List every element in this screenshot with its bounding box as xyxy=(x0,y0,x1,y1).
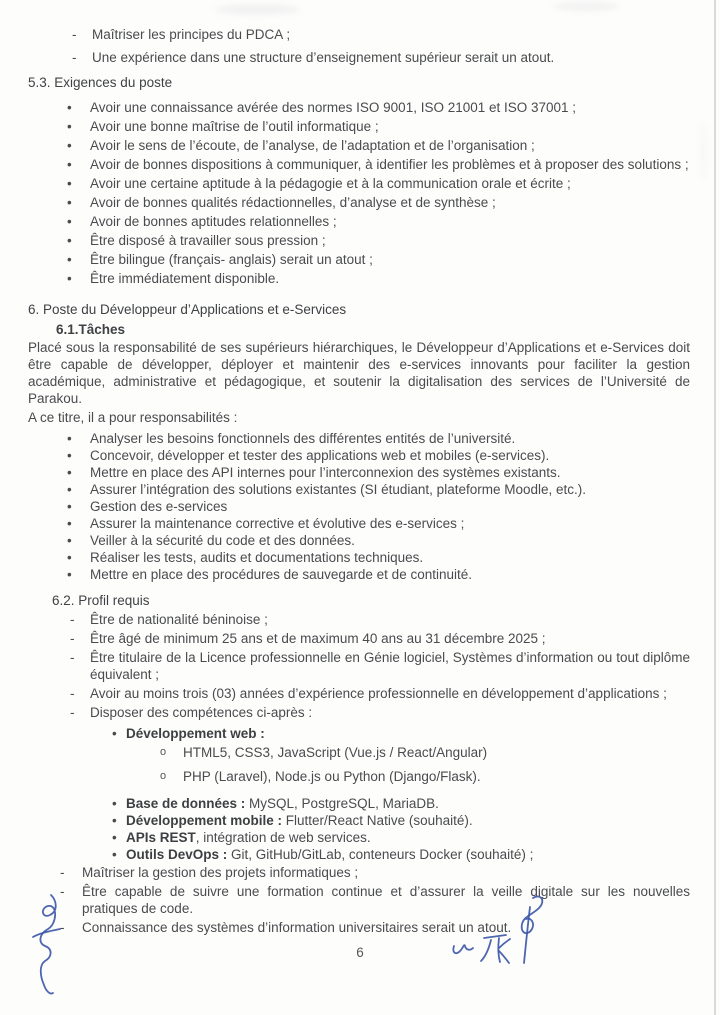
dash-marker: - xyxy=(70,631,75,646)
list-item xyxy=(67,532,690,549)
list-item xyxy=(67,549,690,566)
list-item xyxy=(67,498,690,515)
list-item-text: Avoir le sens de l’écoute, de l’analyse, de l’adaptation et de l’organisation ; xyxy=(90,138,535,153)
bullet-marker: • xyxy=(67,195,72,210)
section-61-lead-in: A ce titre, il a pour responsabilités : xyxy=(28,410,238,425)
list-item-text: Une expérience dans une structure d’enseignement supérieur serait un atout. xyxy=(92,50,555,65)
list-item-text: Concevoir, développer et tester des applications web et mobiles (e-services). xyxy=(90,448,550,463)
list-item xyxy=(60,883,690,917)
list-item xyxy=(70,630,690,647)
section-62-title: 6.2. Profil requis xyxy=(52,593,150,608)
list-item-text: Être âgé de minimum 25 ans et de maximum 40 ans au 31 décembre 2025 ; xyxy=(90,631,546,646)
list-item xyxy=(67,464,690,481)
list-item-text: Connaissance des systèmes d’information universitaires serait un atout. xyxy=(82,920,512,935)
scan-smudge xyxy=(553,2,619,11)
list-item-text: Avoir une connaissance avérée des normes ISO 9001, ISO 21001 et ISO 37001 ; xyxy=(90,100,577,115)
list-item-text: Avoir de bonnes aptitudes relationnelles ; xyxy=(90,214,337,229)
list-item-text xyxy=(126,812,690,829)
section-61-task-list xyxy=(0,426,720,583)
bullet-marker: • xyxy=(67,533,72,548)
dash-marker: - xyxy=(60,865,65,880)
list-item xyxy=(160,744,690,761)
dash-marker: - xyxy=(72,50,77,65)
bullet-marker: • xyxy=(67,252,72,267)
bullet-marker: • xyxy=(67,516,72,531)
list-item-text: Être de nationalité béninoise ; xyxy=(90,612,268,627)
circle-marker: o xyxy=(160,770,167,782)
section-62-dash-list xyxy=(0,610,720,721)
competence-value: Git, GitHub/GitLab, conteneurs Docker (souhaité) ; xyxy=(227,847,534,862)
bullet-marker: • xyxy=(67,138,72,153)
competence-list xyxy=(0,785,720,863)
list-item-text: Veiller à la sécurité du code et des données. xyxy=(90,533,355,548)
list-item-text: Assurer l’intégration des solutions existantes (SI étudiant, plateforme Moodle, etc.). xyxy=(90,482,586,497)
dash-marker: - xyxy=(60,884,65,899)
competence-label: APIs REST xyxy=(126,830,196,845)
list-item-text: Être titulaire de la Licence professionnelle en Génie logiciel, Systèmes d’information ou tout diplôme équivalent ; xyxy=(90,650,690,682)
bullet-marker: • xyxy=(67,465,72,480)
list-item-text: Avoir une certaine aptitude à la pédagogie et à la communication orale et écrite ; xyxy=(90,176,571,191)
list-item xyxy=(70,685,690,702)
section-61-title: 6.1.Tâches xyxy=(56,322,126,337)
competence-value: , intégration de web services. xyxy=(195,830,371,845)
list-item xyxy=(160,768,690,785)
list-item xyxy=(112,829,690,846)
list-item xyxy=(67,118,690,135)
bullet-marker: • xyxy=(67,119,72,134)
handwritten-signature-right xyxy=(498,891,552,971)
list-item-text: Avoir de bonnes qualités rédactionnelles, d’analyse et de synthèse ; xyxy=(90,195,496,210)
list-item-text: Analyser les besoins fonctionnels des différentes entités de l’université. xyxy=(90,431,516,446)
dash-marker: - xyxy=(60,920,65,935)
list-item xyxy=(67,430,690,447)
web-sub-list xyxy=(0,742,720,785)
scan-smudge xyxy=(215,4,300,15)
list-item xyxy=(112,846,690,863)
list-item-text: Mettre en place des API internes pour l’interconnexion des systèmes existants. xyxy=(90,465,561,480)
bullet-marker: • xyxy=(112,726,117,741)
bullet-marker: • xyxy=(67,448,72,463)
list-item xyxy=(67,481,690,498)
list-item xyxy=(67,566,690,583)
bullet-marker: • xyxy=(67,233,72,248)
list-item-text: Avoir au moins trois (03) années d’expérience professionnelle en développement d’applications ; xyxy=(90,686,667,701)
list-item xyxy=(70,704,690,721)
list-item-text: Réaliser les tests, audits et documentations techniques. xyxy=(90,550,424,565)
dash-marker: - xyxy=(70,650,75,665)
scan-page-edge xyxy=(714,0,716,1015)
bullet-marker: • xyxy=(67,431,72,446)
list-item xyxy=(67,156,690,173)
list-item xyxy=(112,812,690,829)
bullet-marker: • xyxy=(67,100,72,115)
list-item xyxy=(112,795,690,812)
list-item-text xyxy=(126,725,690,742)
bullet-marker: • xyxy=(67,567,72,582)
list-item xyxy=(112,725,690,742)
bullet-marker: • xyxy=(67,176,72,191)
section-62-bottom-dash-list xyxy=(0,863,720,936)
section-53-bullet-list xyxy=(0,92,720,287)
list-item xyxy=(67,232,690,249)
list-item-text: Maîtriser la gestion des projets informatiques ; xyxy=(82,865,359,880)
list-item-text xyxy=(126,846,690,863)
list-item-text: HTML5, CSS3, JavaScript (Vue.js / React/Angular) xyxy=(183,745,488,760)
circle-marker: o xyxy=(160,746,167,758)
list-item-text: Être bilingue (français- anglais) serait un atout ; xyxy=(90,252,373,267)
bullet-marker: • xyxy=(67,482,72,497)
section-53-title: 5.3. Exigences du poste xyxy=(28,75,173,90)
list-item xyxy=(67,515,690,532)
competence-list xyxy=(0,723,720,742)
section-6-title: 6. Poste du Développeur d’Applications et e-Services xyxy=(28,302,347,317)
bullet-marker: • xyxy=(67,271,72,286)
bullet-marker: • xyxy=(112,796,117,811)
list-item xyxy=(70,611,690,628)
list-item-text: Maîtriser les principes du PDCA ; xyxy=(92,27,291,42)
list-item-text: Disposer des compétences ci-après : xyxy=(90,705,313,720)
bullet-marker: • xyxy=(112,830,117,845)
competence-label: Base de données : xyxy=(126,796,246,811)
handwritten-signature-left xyxy=(26,891,72,1001)
competence-label: Outils DevOps : xyxy=(126,847,228,862)
bullet-marker: • xyxy=(112,813,117,828)
list-item-text: Être capable de suivre une formation continue et d’assurer la veille digitale sur les nouvelles pratiques de code. xyxy=(82,884,690,916)
bullet-marker: • xyxy=(67,157,72,172)
bullet-marker: • xyxy=(67,214,72,229)
bullet-marker: • xyxy=(67,499,72,514)
list-item-text: Avoir de bonnes dispositions à communiquer, à identifier les problèmes et à proposer des solutions ; xyxy=(90,157,689,172)
page-number: 6 xyxy=(356,945,364,960)
competence-value: MySQL, PostgreSQL, MariaDB. xyxy=(245,796,439,811)
scan-smudge xyxy=(700,120,707,180)
list-item xyxy=(72,49,690,66)
competence-value: Flutter/React Native (souhaité). xyxy=(282,813,473,828)
competence-label: Développement web : xyxy=(126,726,265,741)
list-item-text: Assurer la maintenance corrective et évolutive des e-services ; xyxy=(90,516,465,531)
bullet-marker: • xyxy=(67,550,72,565)
list-item xyxy=(67,194,690,211)
list-item-text xyxy=(126,829,690,846)
dash-marker: - xyxy=(70,612,75,627)
list-item xyxy=(72,26,690,43)
list-item xyxy=(67,137,690,154)
list-item xyxy=(60,919,690,936)
list-item-text: PHP (Laravel), Node.js ou Python (Django/Flask). xyxy=(183,769,481,784)
dash-marker: - xyxy=(70,686,75,701)
list-item xyxy=(67,270,690,287)
list-item xyxy=(67,175,690,192)
bullet-marker: • xyxy=(112,847,117,862)
list-item xyxy=(60,864,690,881)
list-item xyxy=(67,447,690,464)
dash-marker: - xyxy=(72,27,77,42)
intro-dash-list xyxy=(0,0,720,66)
section-61-paragraph: Placé sous la responsabilité de ses supérieurs hiérarchiques, le Développeur d’Applications et e-Services doit être capable de développer, déployer et maintenir des e-services innovants pour faciliter la gestion académique, administrative et pédagogique, et soutenir la digitalisation des services de l’Université de Parakou. xyxy=(28,340,690,406)
list-item xyxy=(67,213,690,230)
list-item-text: Être disposé à travailler sous pression ; xyxy=(90,233,326,248)
list-item xyxy=(67,251,690,268)
list-item-text: Gestion des e-services xyxy=(90,499,228,514)
list-item xyxy=(70,649,690,683)
competence-label: Développement mobile : xyxy=(126,813,283,828)
list-item-text: Avoir une bonne maîtrise de l’outil informatique ; xyxy=(90,119,379,134)
list-item-text xyxy=(126,795,690,812)
list-item-text: Être immédiatement disponible. xyxy=(90,271,280,286)
dash-marker: - xyxy=(70,705,75,720)
list-item xyxy=(67,99,690,116)
list-item-text: Mettre en place des procédures de sauvegarde et de continuité. xyxy=(90,567,472,582)
